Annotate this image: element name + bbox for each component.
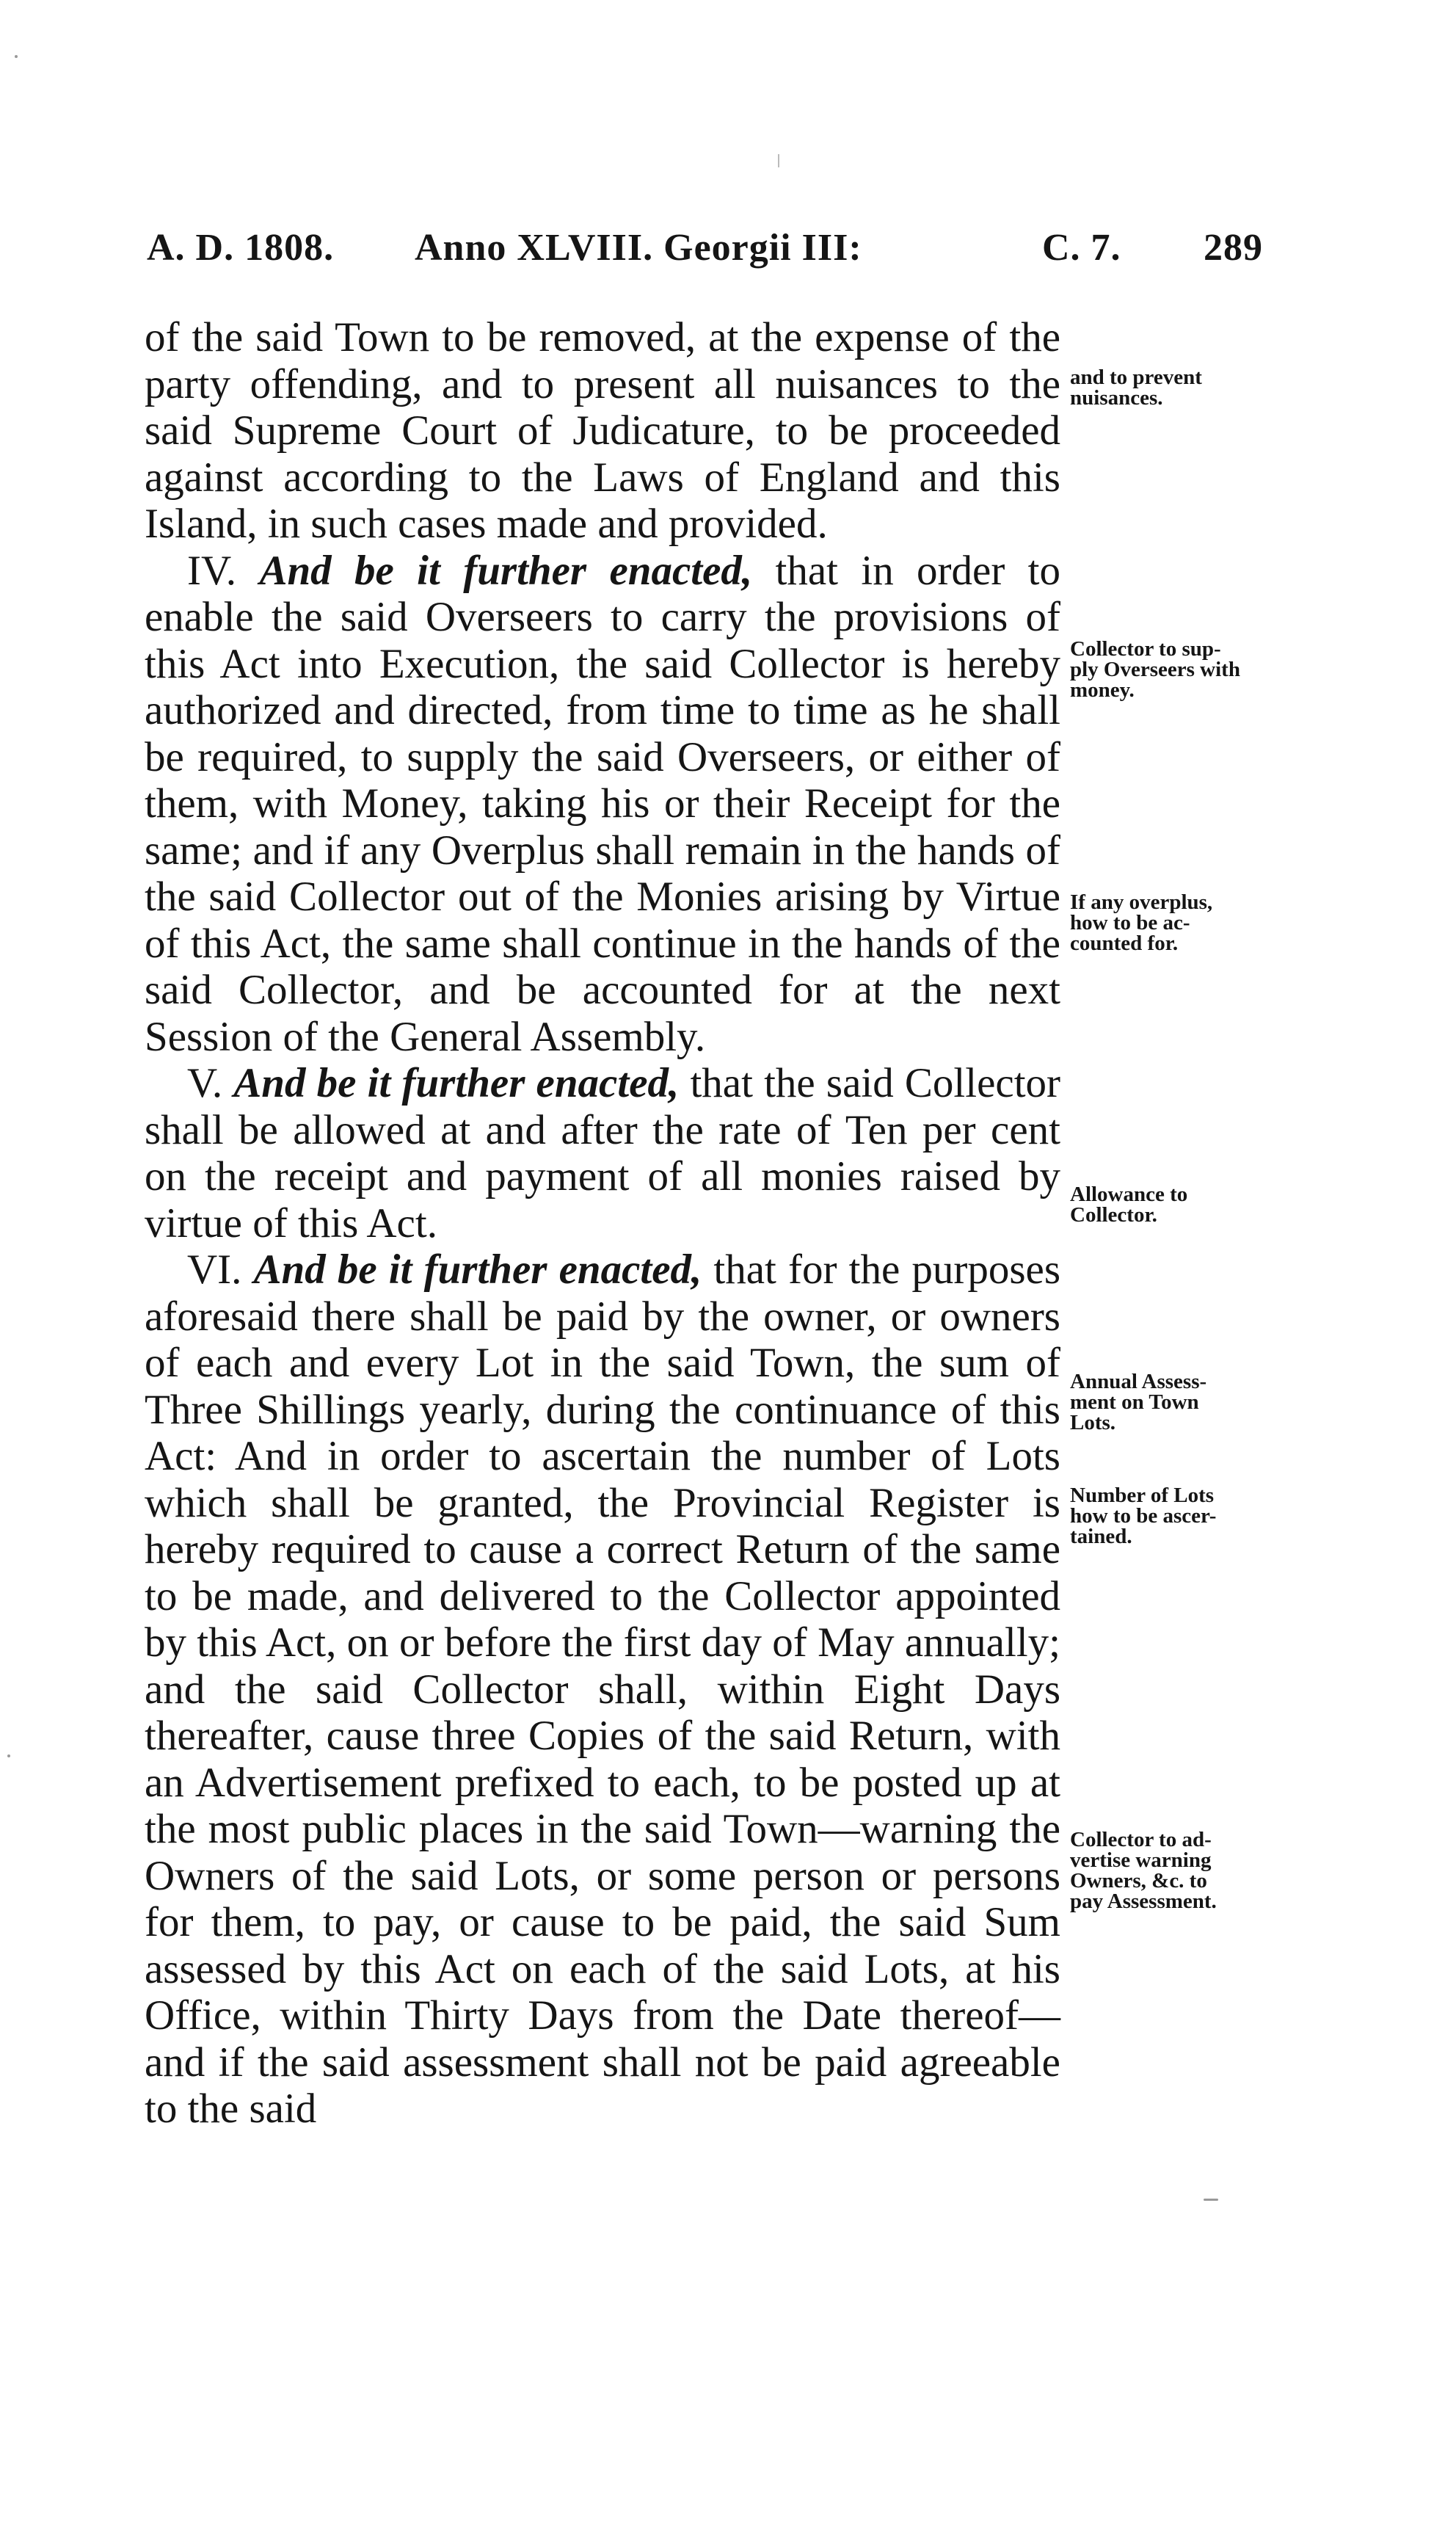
page-fold-mark (778, 154, 779, 167)
marginal-note-line: ment on Town (1070, 1390, 1199, 1414)
marginal-note-supply-overseers (1070, 639, 1320, 700)
marginal-note-line: Lots. (1070, 1411, 1116, 1434)
marginal-note-line: Annual Assess- (1070, 1370, 1207, 1393)
enacting-clause: And be it further enacted, (259, 547, 753, 594)
page-number: 289 (1204, 227, 1263, 269)
marginal-note-line: how to be ascer- (1070, 1504, 1217, 1528)
margin-speck (1204, 2199, 1218, 2201)
marginal-note-line: If any overplus, (1070, 890, 1213, 914)
margin-speck (7, 1754, 10, 1757)
header-regnal-year: Anno XLVIII. Georgii III: (415, 227, 862, 269)
marginal-note-line: tained. (1070, 1525, 1132, 1548)
paragraph-text: that in order to enable the said Overseers to carry the provisions of this Act into Execution, the said Collector is hereby authorized and directed, from time to time as he shall be required, to supply the said Overseers, or either of them, with Money, taking his or their Receipt for the same; and if any Overplus shall remain in the hands of the said Collector out of the Monies arising by Virtue of this Act, the same shall continue in the hands of the said Collector, and be accounted for at the next Session of the General Assembly. (145, 547, 1061, 1060)
marginal-note-line: pay Assessment. (1070, 1890, 1217, 1913)
statute-body (145, 314, 1060, 2133)
marginal-note-line: and to prevent (1070, 366, 1202, 389)
paragraph-continued (145, 314, 1060, 548)
enacting-clause: And be it further enacted, (253, 1246, 702, 1293)
section-v (145, 1060, 1060, 1246)
enacting-clause: And be it further enacted, (233, 1060, 680, 1106)
section-vi (145, 1246, 1060, 2133)
section-iv (145, 548, 1060, 1061)
header-chapter: C. 7. (1042, 227, 1121, 269)
running-header (147, 226, 1321, 285)
marginal-note-advertise (1070, 1829, 1320, 1912)
header-year: A. D. 1808. (147, 227, 335, 269)
marginal-note-line: nuisances. (1070, 386, 1163, 410)
marginal-note-line: Collector to ad- (1070, 1828, 1212, 1851)
marginal-note-line: how to be ac- (1070, 911, 1190, 934)
section-number: V. (187, 1060, 223, 1106)
marginal-note-line: Collector to sup- (1070, 637, 1221, 661)
marginal-note-line: ply Overseers with (1070, 658, 1240, 681)
marginal-note-line: Collector. (1070, 1203, 1157, 1227)
section-number: VI. (187, 1246, 242, 1293)
marginal-note-annual-assessment (1070, 1371, 1320, 1433)
marginal-note-line: counted for. (1070, 932, 1179, 955)
marginal-note-number-of-lots (1070, 1485, 1320, 1547)
marginal-note-overplus (1070, 892, 1320, 954)
marginal-note-line: Owners, &c. to (1070, 1869, 1207, 1892)
margin-speck (15, 55, 18, 58)
section-number: IV. (187, 547, 237, 594)
paragraph-text: of the said Town to be removed, at the expense of the party offending, and to present all nuisances to the said Supreme Court of Judicature, to be proceeded against according to the Laws of England and this Island, in such cases made and provided. (145, 314, 1060, 547)
marginal-note-line: Number of Lots (1070, 1484, 1215, 1507)
marginal-note-line: vertise warning (1070, 1848, 1212, 1872)
paragraph-text: that for the purposes aforesaid there shall be paid by the owner, or owners of each and every Lot in the said Town, the sum of Three Shillings yearly, during the continuance of this Act: And in order to ascertain the number of Lots which shall be granted, the Provincial Register is hereby required to cause a correct Return of the same to be made, and delivered to the Collector appointed by this Act, on or before the first day of May annually; and the said Collector shall, within Eight Days thereafter, cause three Copies of the said Return, with an Advertisement prefixed to each, to be posted up at the most public places in the said Town—warning the Owners of the said Lots, or some person or persons for them, to pay, or cause to be paid, the said Sum assessed by this Act on each of the said Lots, at his Office, within Thirty Days from the Date thereof—and if the said assessment shall not be paid agreeable to the said (145, 1246, 1061, 2132)
marginal-note-line: Allowance to (1070, 1183, 1188, 1206)
marginal-note-allowance (1070, 1184, 1320, 1225)
marginal-note-nuisances (1070, 367, 1320, 408)
marginal-note-line: money. (1070, 678, 1135, 702)
paragraph-text: that the said Collector shall be allowed at and after the rate of Ten per cent on the receipt and payment of all monies raised by virtue of this Act. (145, 1060, 1061, 1246)
